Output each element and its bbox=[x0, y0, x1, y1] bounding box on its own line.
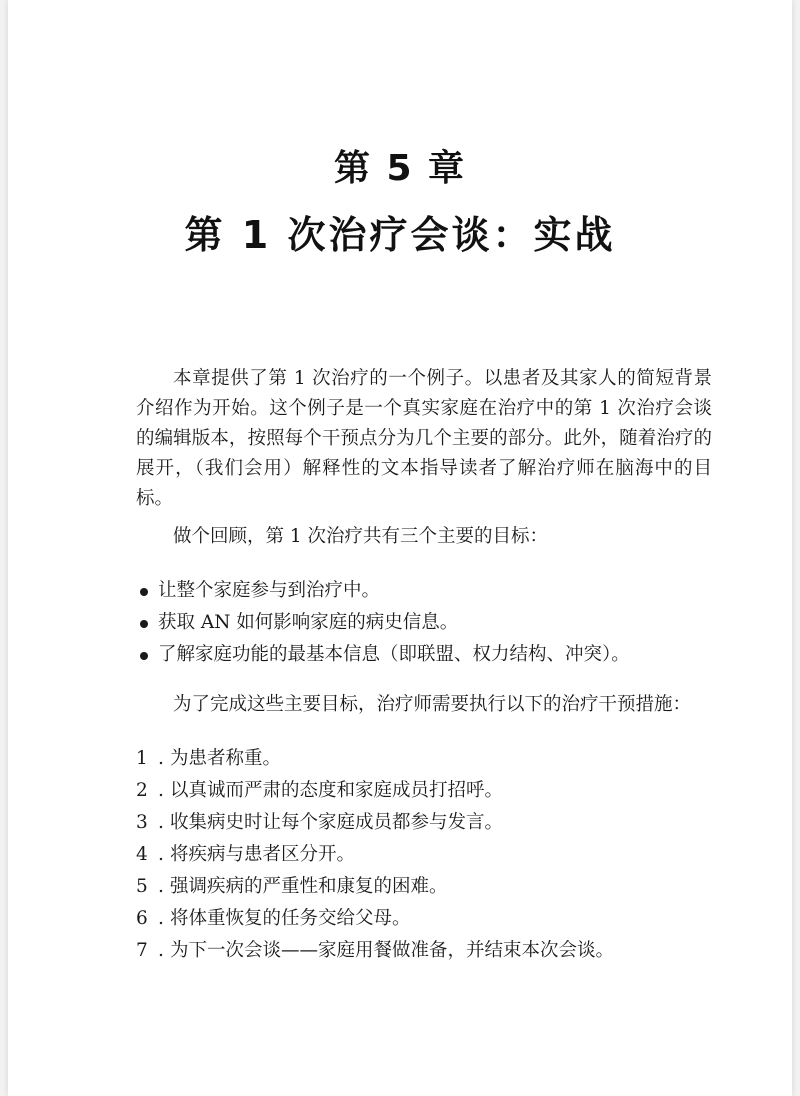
interventions-list bbox=[136, 744, 712, 966]
step-text: 为患者称重。 bbox=[170, 748, 282, 769]
list-item: 2 . 以真诚而严肃的态度和家庭成员打招呼。 bbox=[136, 776, 712, 806]
step-text: 将体重恢复的任务交给父母。 bbox=[170, 908, 411, 929]
chapter-number: 第 5 章 bbox=[333, 148, 467, 189]
step-text: 以真诚而严肃的态度和家庭成员打招呼。 bbox=[170, 780, 504, 801]
step-text: 为下一次会谈——家庭用餐做准备，并结束本次会谈。 bbox=[170, 940, 615, 961]
intro-paragraph: 本章提供了第 1 次治疗的一个例子。以患者及其家人的简短背景介绍作为开始。这个例子是一个真实家庭在治疗中的第 1 次治疗会谈的编辑版本，按照每个干预点分为几个主要的部分。此外，随着治疗的展开，（我们会用）解释性的文本指导读者了解治疗师在脑海中的目标。 bbox=[136, 368, 712, 509]
step-number: 7 bbox=[136, 940, 148, 961]
goals-intro-paragraph: 做个回顾，第 1 次治疗共有三个主要的目标： bbox=[173, 526, 549, 547]
step-text: 强调疾病的严重性和康复的困难。 bbox=[170, 876, 448, 897]
page-body bbox=[136, 364, 712, 968]
step-number: 6 bbox=[136, 908, 148, 929]
step-number: 3 bbox=[136, 812, 148, 833]
list-item: 5 . 强调疾病的严重性和康复的困难。 bbox=[136, 872, 712, 902]
bullet-icon bbox=[140, 620, 148, 628]
step-number: 5 bbox=[136, 876, 148, 897]
goal-text: 了解家庭功能的最基本信息（即联盟、权力结构、冲突）。 bbox=[158, 644, 630, 665]
list-item: 4 . 将疾病与患者区分开。 bbox=[136, 840, 712, 870]
step-text: 将疾病与患者区分开。 bbox=[170, 844, 356, 865]
goals-list bbox=[136, 576, 712, 670]
interventions-intro-paragraph: 为了完成这些主要目标，治疗师需要执行以下的治疗干预措施： bbox=[173, 694, 692, 715]
list-item bbox=[136, 576, 712, 606]
step-text: 收集病史时让每个家庭成员都参与发言。 bbox=[170, 812, 504, 833]
list-item: 6 . 将体重恢复的任务交给父母。 bbox=[136, 904, 712, 934]
book-page bbox=[8, 0, 792, 1096]
list-item bbox=[136, 640, 712, 670]
step-number: 2 bbox=[136, 780, 148, 801]
bullet-icon bbox=[140, 652, 148, 660]
list-item: 7 . 为下一次会谈——家庭用餐做准备，并结束本次会谈。 bbox=[136, 936, 712, 966]
chapter-title: 第 1 次治疗会谈：实战 bbox=[184, 213, 616, 257]
step-number: 1 bbox=[136, 748, 148, 769]
goal-text: 获取 AN 如何影响家庭的病史信息。 bbox=[158, 612, 459, 633]
list-item: 3 . 收集病史时让每个家庭成员都参与发言。 bbox=[136, 808, 712, 838]
step-number: 4 bbox=[136, 844, 148, 865]
list-item bbox=[136, 608, 712, 638]
list-item: 1 . 为患者称重。 bbox=[136, 744, 712, 774]
goal-text: 让整个家庭参与到治疗中。 bbox=[158, 580, 381, 601]
bullet-icon bbox=[140, 588, 148, 596]
